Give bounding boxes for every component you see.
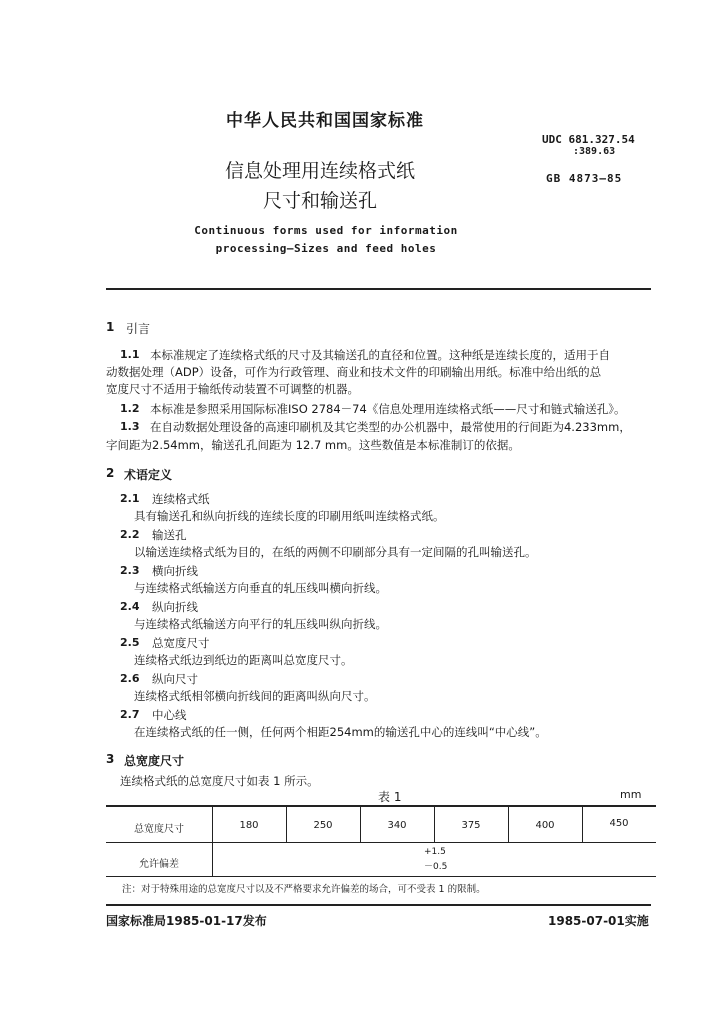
para-1-3-line2: 字间距为2.54mm，输送孔孔间距为 12.7 mm。这些数值是本标准制订的依据。 bbox=[106, 438, 520, 452]
udc-code: UDC 681.327.54 bbox=[542, 133, 635, 146]
table-bottom-border bbox=[106, 876, 656, 877]
def-2-5-definition: 连续格式纸边到纸边的距离叫总宽度尺寸。 bbox=[134, 653, 353, 667]
effective-date: 1985-07-01实施 bbox=[548, 914, 649, 928]
def-2-7-number: 2.7 bbox=[120, 708, 140, 721]
def-2-1-number: 2.1 bbox=[120, 492, 140, 505]
section-2-number: 2 bbox=[106, 466, 115, 480]
table-row-label-width: 总宽度尺寸 bbox=[134, 824, 184, 835]
para-1-1-number: 1.1 bbox=[120, 348, 140, 361]
def-2-6-term: 纵向尺寸 bbox=[152, 672, 198, 686]
table-row-label-tolerance: 允许偏差 bbox=[139, 859, 179, 870]
tolerance-minus: －0.5 bbox=[424, 862, 448, 872]
section-2-title: 术语定义 bbox=[124, 468, 173, 482]
section-3-intro: 连续格式纸的总宽度尺寸如表 1 所示。 bbox=[120, 774, 319, 788]
table-cell-width: 450 bbox=[609, 818, 629, 829]
table-cell-width: 375 bbox=[461, 820, 481, 831]
para-1-2-number: 1.2 bbox=[120, 402, 140, 415]
title-cn-line2: 尺寸和输送孔 bbox=[262, 190, 377, 212]
def-2-4-term: 纵向折线 bbox=[152, 600, 198, 614]
section-1-number: 1 bbox=[106, 320, 115, 334]
para-1-1-line1: 本标准规定了连续格式纸的尺寸及其输送孔的直径和位置。这种纸是连续长度的，适用于自 bbox=[150, 348, 610, 362]
table-top-border bbox=[106, 805, 656, 807]
para-1-1-line3: 宽度尺寸不适用于输纸传动装置不可调整的机器。 bbox=[106, 382, 359, 396]
title-en-line1: Continuous forms used for information bbox=[194, 224, 458, 237]
def-2-7-definition: 在连续格式纸的任一侧，任何两个相距254mm的输送孔中心的连线叫“中心线”。 bbox=[134, 725, 547, 739]
def-2-1-definition: 具有输送孔和纵向折线的连续长度的印刷用纸叫连续格式纸。 bbox=[134, 509, 445, 523]
table-caption: 表 1 bbox=[378, 790, 402, 804]
def-2-1-term: 连续格式纸 bbox=[152, 492, 210, 506]
issue-date: 国家标准局1985-01-17发布 bbox=[106, 914, 267, 928]
tolerance-plus: +1.5 bbox=[424, 847, 446, 857]
udc-code-continued: :389.63 bbox=[573, 146, 616, 157]
header-divider bbox=[106, 288, 651, 290]
table-unit: mm bbox=[620, 788, 642, 801]
def-2-3-number: 2.3 bbox=[120, 564, 140, 577]
def-2-3-term: 横向折线 bbox=[152, 564, 198, 578]
def-2-2-definition: 以输送连续格式纸为目的，在纸的两侧不印刷部分具有一定间隔的孔叫输送孔。 bbox=[134, 545, 537, 559]
para-1-1-line2: 动数据处理（ADP）设备，可作为行政管理、商业和技术文件的印刷输出用纸。标准中给出纸的总 bbox=[106, 365, 602, 379]
def-2-3-definition: 与连续格式纸输送方向垂直的轧压线叫横向折线。 bbox=[134, 581, 387, 595]
def-2-2-term: 输送孔 bbox=[152, 528, 187, 542]
table-label-divider bbox=[212, 806, 213, 876]
def-2-4-definition: 与连续格式纸输送方向平行的轧压线叫纵向折线。 bbox=[134, 617, 387, 631]
section-1-title: 引言 bbox=[126, 322, 151, 336]
table-cell-width: 400 bbox=[535, 820, 555, 831]
def-2-7-term: 中心线 bbox=[152, 708, 187, 722]
section-3-title: 总宽度尺寸 bbox=[124, 754, 185, 768]
table-cell-width: 340 bbox=[387, 820, 407, 831]
def-2-6-number: 2.6 bbox=[120, 672, 140, 685]
table-cell-width: 250 bbox=[313, 820, 333, 831]
table-note: 注：对于特殊用途的总宽度尺寸以及不严格要求允许偏差的场合，可不受表 1 的限制。 bbox=[122, 884, 486, 895]
def-2-5-term: 总宽度尺寸 bbox=[152, 636, 210, 650]
title-en-line2: processing—Sizes and feed holes bbox=[215, 242, 437, 255]
para-1-3-number: 1.3 bbox=[120, 420, 140, 433]
para-1-3-line1: 在自动数据处理设备的高速印刷机及其它类型的办公机器中，最常使用的行间距为4.233mm， bbox=[150, 420, 631, 434]
standard-body-title: 中华人民共和国国家标准 bbox=[226, 111, 424, 131]
def-2-2-number: 2.2 bbox=[120, 528, 140, 541]
para-1-2-text: 本标准是参照采用国际标准ISO 2784－74《信息处理用连续格式纸——尺寸和链式输送孔》。 bbox=[150, 402, 626, 416]
gb-code: GB 4873—85 bbox=[546, 172, 623, 185]
def-2-6-definition: 连续格式纸相邻横向折线间的距离叫纵向尺寸。 bbox=[134, 689, 376, 703]
table-row-divider bbox=[106, 842, 656, 843]
table-cell-width: 180 bbox=[239, 820, 259, 831]
title-cn-line1: 信息处理用连续格式纸 bbox=[224, 160, 415, 182]
section-3-number: 3 bbox=[106, 752, 115, 766]
footer-divider bbox=[106, 904, 651, 906]
def-2-5-number: 2.5 bbox=[120, 636, 140, 649]
def-2-4-number: 2.4 bbox=[120, 600, 140, 613]
